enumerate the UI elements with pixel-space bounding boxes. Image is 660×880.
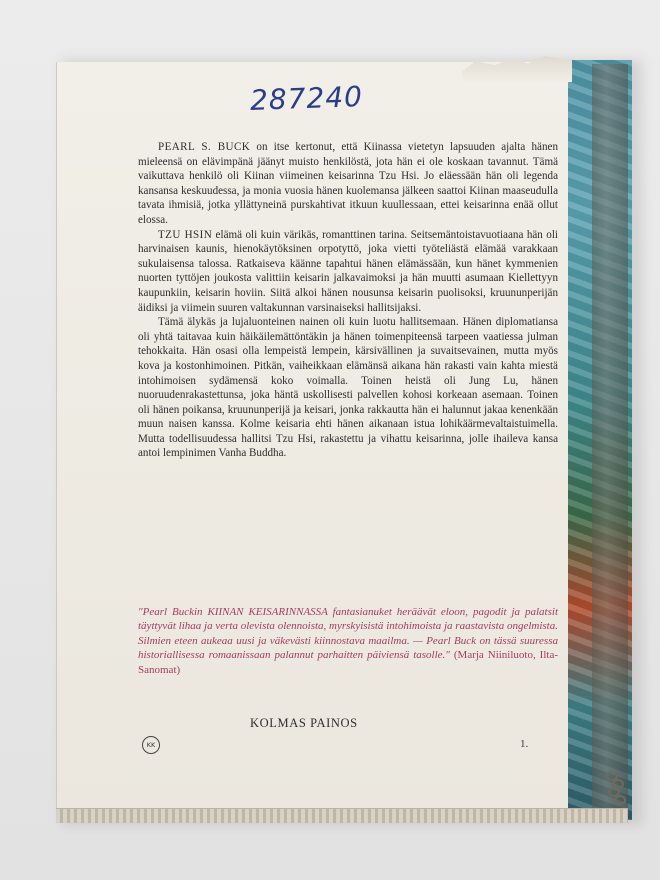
paragraph-2 [138,228,558,316]
publisher-logo [142,736,160,754]
paragraph-3 [138,315,558,461]
paragraph-1-body: on itse kertonut, että Kiinassa vietetyn lapsuuden ajalta hänen mieleensä on elävimpänä jäänyt muisto henkilöstä, jota hän ei ole koskaan tavannut. Tämä vaikuttava henkilö oli Kiinan viimeinen keisarinna Tzu Hsi. Jo eläessään hän oli legenda kansansa keskuudessa, ja monia vuosia hänen kuolemansa jälkeen saattoi Kiinan maaseudulla tavata ihmisiä, jotka yllättyneinä purskahtivat itkuun kuullessaan, ettei keisarinna enää ollut elossa. [138,141,558,226]
paragraph-3-body: Tämä älykäs ja lujaluonteinen nainen oli kuin luotu hallitsemaan. Hänen diplomatiansa oli yhtä taitavaa kuin häikäilemättöntäkin ja hänen toimenpiteensä tarpeen vaatiessa julman tehokkaita. Hän osasi olla lempeistä lempein, kärsivällinen ja suvaitsevainen, mutta myös kova ja kostonhimoinen. Pitkän, vaiheikkaan elämänsä aikana hän rakasti vain kahta miestä intohimoisen sydämensä koko voimalla. Toinen heistä oli Jung Lu, hänen nuoruudenrakastettunsa, joka häntä uskollisesti palvellen kohosi korkeaan asemaan. Toinen oli hänen poikansa, kruununperijä ja keisari, jonka rakkautta hän ei halunnut jakaa kenenkään muun naisen kanssa. Kolme keisaria ehti hänen aikanaan istua lohikäärmevaltaistuimella. Mutta todellisuudessa hallitsi Tzu Hsi, rakastettu ja vihattu keisarinna, jolle ihaileva kansa antoi lempinimen Vanha Buddha. [138,316,558,460]
book-bottom-edge [56,808,628,823]
blurb-text [138,140,558,461]
publisher-mark: KK [146,741,156,749]
quote-attribution: (Marja Niiniluoto, Ilta-Sanomat) [138,649,558,676]
quote-text: "Pearl Buckin KIINAN KEISARINNASSA fantasianuket heräävät eloon, pagodit ja palatsit täyttyvät lihaa ja verta olevista olennoista, myrskyisistä intohimoista ja raastavista ongelmista. Silmien eteen aukeaa uusi ja väkevästi kiinnostava maailma. — Pearl Buck on tässä suuressa historiallisessa romaanissaan palannut parhaitten päiviensä tasolle." [138,606,558,662]
spine-shade [592,64,628,816]
handwritten-inventory-number: 287240 [249,80,364,117]
chain-ornament [602,770,632,806]
paragraph-2-lead: TZU HSIN [158,228,213,241]
review-quote [138,605,558,677]
paragraph-1 [138,140,558,228]
paragraph-2-body: elämä oli kuin värikäs, romanttinen tarina. Seitsemäntoistavuotiaana hän oli harvinaisen kaunis, hienokäytöksinen orpotyttö, joka vietti työteliästä elämää varakkaan sukulaisensa talossa. Ratkaiseva käänne tapahtui hänen elämässään, kun hänet kymmenien nuorten tyttöjen joukosta valittiin keisarin jalkavaimoksi ja hän muutti asumaan Kiellettyyn kaupunkiin, keisarin hoviin. Siitä alkoi hänen nousunsa keisarin puolisoksi, kruununperijän äidiksi ja viimein suuren valtakunnan varsinaiseksi hallitsijaksi. [138,228,558,314]
paragraph-1-lead: PEARL S. BUCK [158,141,251,153]
page-number: 1. [520,738,529,750]
edition-label: KOLMAS PAINOS [250,716,358,730]
